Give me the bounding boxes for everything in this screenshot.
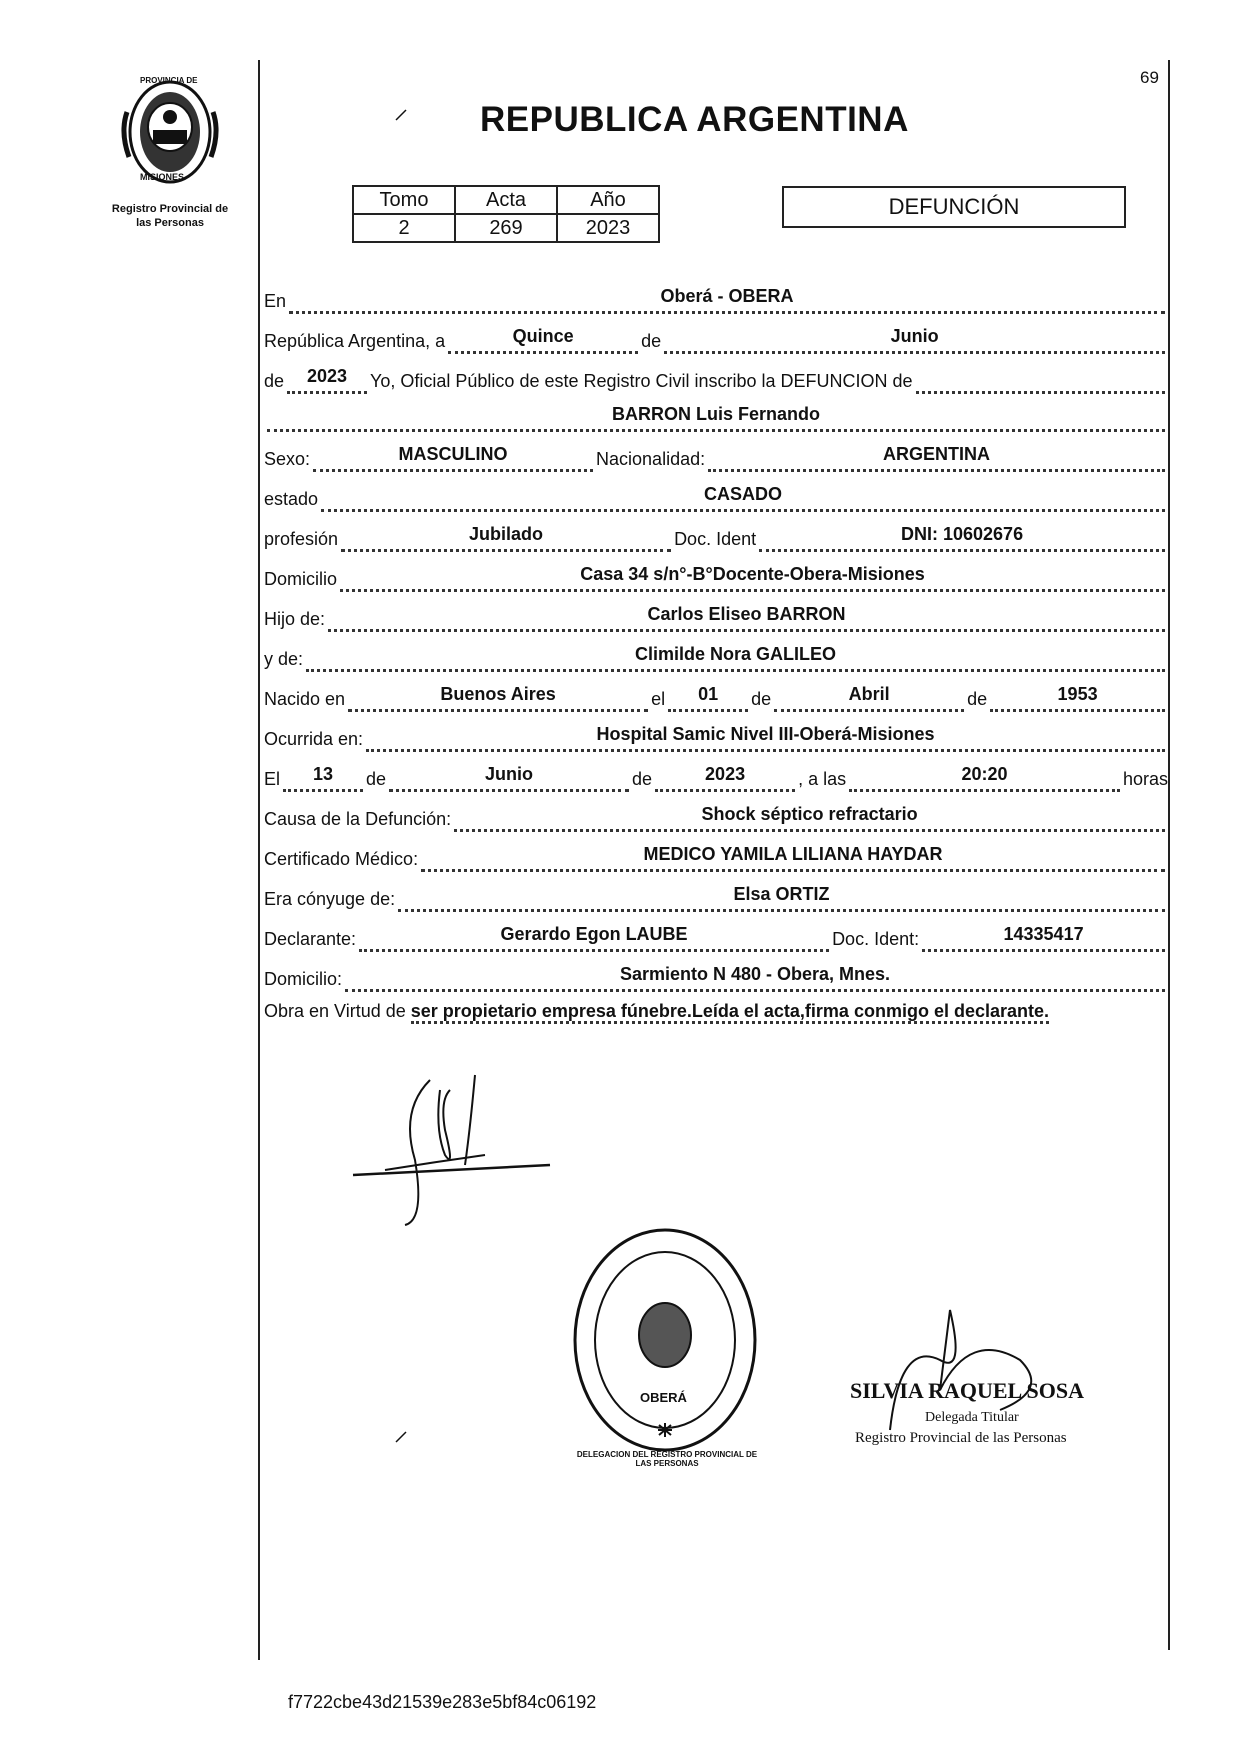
field-domicilio [340,553,1165,592]
anio-value: 2023 [557,214,659,242]
document-hash: f7722cbe43d21539e283e5bf84c06192 [288,1692,597,1712]
field-certificado [421,833,1165,872]
row-causa [264,796,1168,832]
value-father: Carlos Eliseo BARRON [647,604,846,624]
official-role: Delegada Titular [925,1410,1019,1425]
label-oficial: Yo, Oficial Público de este Registro Civil inscribo la DEFUNCION de [370,371,913,391]
label-horas: horas [1122,769,1168,789]
label-conyuge: Era cónyuge de: [264,889,396,909]
field-death-month [389,753,629,792]
value-en: Oberá - OBERA [660,286,794,306]
anio-header: Año [557,186,659,214]
label-yde: y de: [264,649,304,669]
field-oficial-trail [916,355,1165,394]
row-yde [264,636,1168,672]
field-mother [306,633,1165,672]
logo-text-top: PROVINCIA DE [140,76,198,85]
label-doc-ident: Doc. Ident [674,529,757,549]
label-de1: de [641,331,662,351]
document-type-box: DEFUNCIÓN [782,186,1126,228]
tomo-value: 2 [353,214,455,242]
obra-prefix: Obra en Virtud de [264,1001,406,1021]
value-mother: Climilde Nora GALILEO [635,644,837,664]
value-estado: CASADO [704,484,783,504]
row-sexo [264,436,1168,472]
field-birth-year [990,673,1165,712]
label-el: el [651,689,666,709]
label-de6: de [632,769,653,789]
field-doc-ident2 [922,913,1165,952]
label-doc-ident2: Doc. Ident: [832,929,920,949]
field-declarante [359,913,829,952]
row-domicilio [264,556,1168,592]
seal-ring-text: DELEGACION DEL REGISTRO PROVINCIAL DE LAS PERSONAS [576,1450,758,1468]
value-day: Quince [512,326,574,346]
value-year: 2023 [307,366,348,386]
field-en [289,275,1165,314]
field-birthplace [348,673,648,712]
field-deceased [267,393,1165,432]
org-name-line2: las Personas [136,217,204,229]
row-conyuge [264,876,1168,912]
value-certificado: MEDICO YAMILA LILIANA HAYDAR [643,844,943,864]
row-deceased [264,396,1168,432]
row-republica [264,318,1168,354]
label-ocurrida: Ocurrida en: [264,729,364,749]
field-nacionalidad [708,433,1165,472]
acta-value: 269 [455,214,557,242]
row-hijo [264,596,1168,632]
official-name: SILVIA RAQUEL SOSA [850,1378,1084,1403]
label-republica: República Argentina, a [264,331,446,351]
field-death-day [283,753,363,792]
field-birth-month [774,673,964,712]
value-doc-ident: DNI: 10602676 [901,524,1024,544]
label-causa: Causa de la Defunción: [264,809,452,829]
tomo-header: Tomo [353,186,455,214]
label-en: En [264,291,287,311]
record-table [352,185,660,243]
row-profesion [264,516,1168,552]
label-El: El [264,769,281,789]
row-nacido [264,676,1168,712]
value-birth-day: 01 [698,684,719,704]
official-seal [570,1225,760,1455]
obra-paragraph [264,998,1168,1024]
row-domicilio2 [264,956,1168,992]
label-nacionalidad: Nacionalidad: [596,449,706,469]
label-nacido: Nacido en [264,689,346,709]
label-domicilio2: Domicilio: [264,969,343,989]
value-death-place: Hospital Samic Nivel III-Oberá-Misiones [596,724,935,744]
official-org: Registro Provincial de las Personas [855,1430,1067,1446]
value-death-month: Junio [485,764,534,784]
label-sexo: Sexo: [264,449,311,469]
label-estado: estado [264,489,319,509]
value-death-day: 13 [313,764,334,784]
org-name [95,202,245,230]
logo-text-bottom: MISIONES [140,172,185,182]
obra-value: ser propietario empresa fúnebre.Leída el acta,firma conmigo el declarante. [411,1001,1049,1024]
label-de4: de [967,689,988,709]
label-domicilio: Domicilio [264,569,338,589]
field-birth-day [668,673,748,712]
field-death-year [655,753,795,792]
value-causa: Shock séptico refractario [701,804,918,824]
value-death-year: 2023 [705,764,746,784]
stray-mark [395,1430,407,1442]
value-month: Junio [890,326,939,346]
org-name-line1: Registro Provincial de [111,203,229,215]
label-de3: de [751,689,772,709]
field-doc-ident [759,513,1165,552]
label-alas: , a las [798,769,847,789]
label-de5: de [366,769,387,789]
value-birth-month: Abril [848,684,890,704]
field-father [328,593,1165,632]
declarant-signature [345,1070,575,1230]
label-declarante: Declarante: [264,929,357,949]
value-declarante: Gerardo Egon LAUBE [500,924,688,944]
right-margin-line [1168,60,1170,1650]
field-causa [454,793,1165,832]
field-death-time [849,753,1120,792]
row-en [264,278,1168,314]
row-certificado [264,836,1168,872]
field-death-place [366,713,1165,752]
page-number: 69 [1140,68,1159,87]
row-oficial [264,358,1168,394]
label-certificado: Certificado Médico: [264,849,419,869]
left-margin-line [258,60,260,1660]
value-profesion: Jubilado [469,524,544,544]
row-ocurrida [264,716,1168,752]
page-title: REPUBLICA ARGENTINA [480,100,909,139]
stray-mark [395,108,407,120]
value-deceased: BARRON Luis Fernando [611,404,820,424]
field-domicilio2 [345,953,1165,992]
value-domicilio: Casa 34 s/n°-B°Docente-Obera-Misiones [580,564,925,584]
value-birthplace: Buenos Aires [440,684,556,704]
value-death-time: 20:20 [961,764,1008,784]
field-day [448,315,638,354]
label-de2: de [264,371,285,391]
value-birth-year: 1953 [1057,684,1098,704]
field-sexo [313,433,593,472]
value-doc-ident2: 14335417 [1003,924,1084,944]
field-year [287,355,367,394]
row-estado [264,476,1168,512]
seal-city: OBERÁ [640,1390,687,1405]
value-conyuge: Elsa ORTIZ [733,884,830,904]
label-hijo: Hijo de: [264,609,326,629]
field-profesion [341,513,671,552]
row-el [264,756,1168,792]
acta-header: Acta [455,186,557,214]
row-declarante [264,916,1168,952]
value-nacionalidad: ARGENTINA [883,444,991,464]
label-profesion: profesión [264,529,339,549]
field-conyuge [398,873,1165,912]
value-domicilio2: Sarmiento N 480 - Obera, Mnes. [619,964,891,984]
value-sexo: MASCULINO [398,444,508,464]
field-month [664,315,1165,354]
field-estado [321,473,1165,512]
